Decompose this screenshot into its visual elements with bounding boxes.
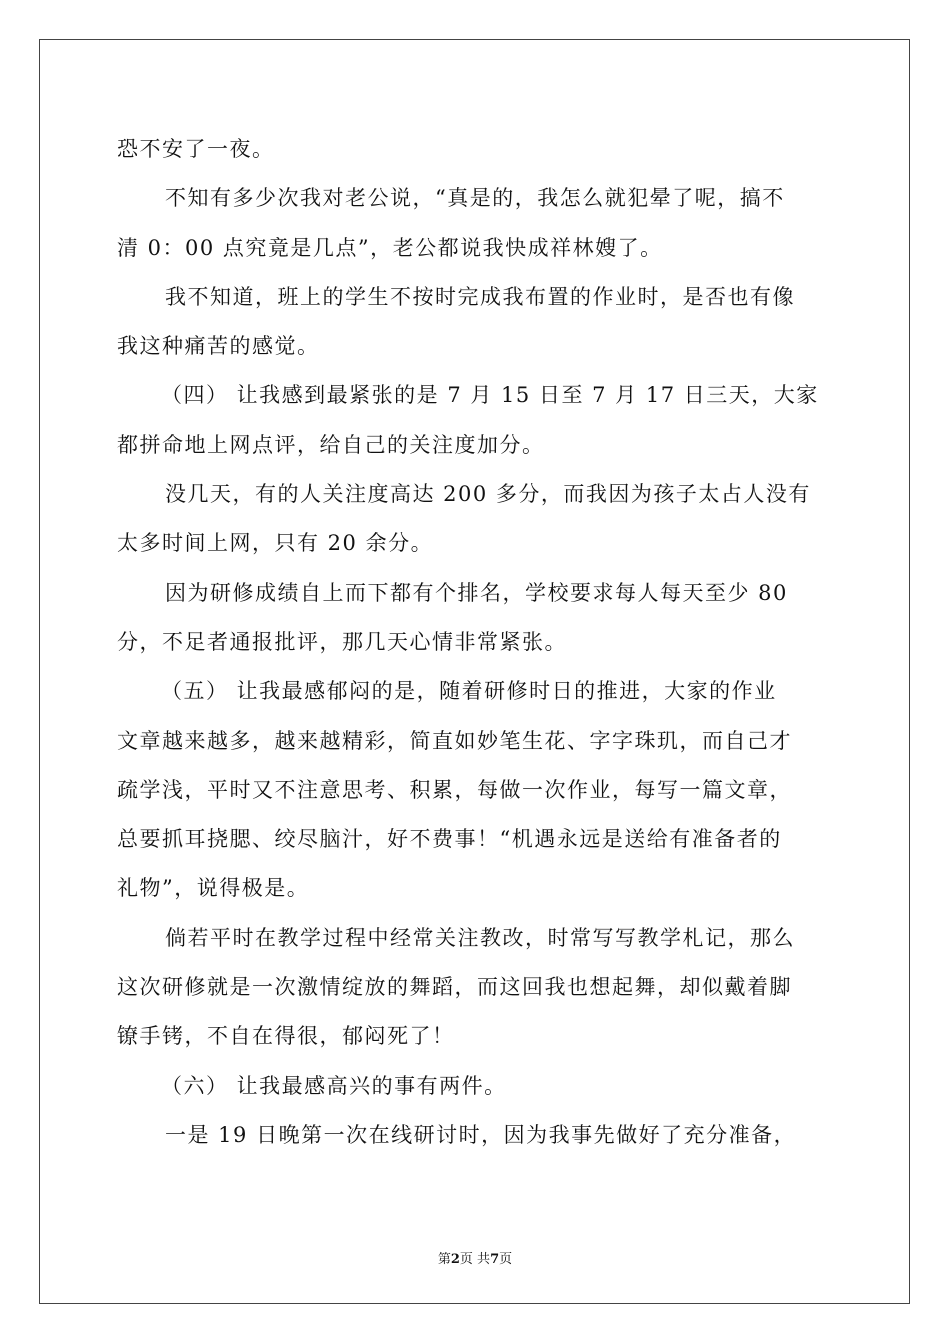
text-line: 太多时间上网，只有 20 余分。 [117, 531, 434, 556]
text-line: 都拼命地上网点评，给自己的关注度加分。 [117, 432, 545, 457]
text-line: 总要抓耳挠腮、绞尽脑汁，好不费事！“机遇永远是送给有准备者的 [117, 827, 782, 852]
text-line: 倘若平时在教学过程中经常关注教改，时常写写教学札记，那么 [165, 925, 795, 950]
text-line: 因为研修成绩自上而下都有个排名，学校要求每人每天至少 80 [165, 580, 788, 605]
text-line: 这次研修就是一次激情绽放的舞蹈，而这回我也想起舞，却似戴着脚 [117, 975, 792, 1000]
section-heading-line: （六） 让我最感高兴的事有两件。 [161, 1073, 507, 1098]
text-line: 恐不安了一夜。 [117, 137, 275, 161]
text-line: 没几天，有的人关注度高达 200 多分，而我因为孩子太占人没有 [165, 482, 811, 507]
footer-total-pages: 7 [490, 1252, 500, 1267]
text-line: 礼物”，说得极是。 [117, 876, 310, 901]
text-line: 疏学浅，平时又不注意思考、积累，每做一次作业，每写一篇文章， [117, 777, 792, 802]
text-line: 镣手铐，不自在得很，郁闷死了！ [117, 1024, 455, 1049]
footer-mid: 页 共 [459, 1252, 491, 1267]
text-line: 清 0：00 点究竟是几点”，老公都说我快成祥林嫂了。 [117, 235, 663, 260]
text-line: 我这种痛苦的感觉。 [117, 334, 320, 359]
section-heading-line: （五） 让我最感郁闷的是，随着研修时日的推进，大家的作业 [161, 679, 777, 704]
text-line: 我不知道，班上的学生不按时完成我布置的作业时，是否也有像 [165, 284, 795, 309]
footer-prefix: 第 [437, 1252, 451, 1267]
page-footer [0, 1248, 950, 1267]
footer-page-number: 2 [450, 1252, 460, 1267]
text-line: 分，不足者通报批评，那几天心情非常紧张。 [117, 629, 567, 654]
text-line: 不知有多少次我对老公说，“真是的，我怎么就犯晕了呢，搞不 [165, 186, 785, 211]
section-heading-line: （四） 让我感到最紧张的是 7 月 15 日至 7 月 17 日三天，大家 [161, 383, 819, 408]
text-line: 一是 19 日晚第一次在线研讨时，因为我事先做好了充分准备， [165, 1122, 797, 1147]
document-body [117, 125, 837, 1160]
text-line: 文章越来越多，越来越精彩，简直如妙笔生花、字字珠玑，而自己才 [117, 728, 792, 753]
footer-suffix: 页 [499, 1252, 513, 1267]
